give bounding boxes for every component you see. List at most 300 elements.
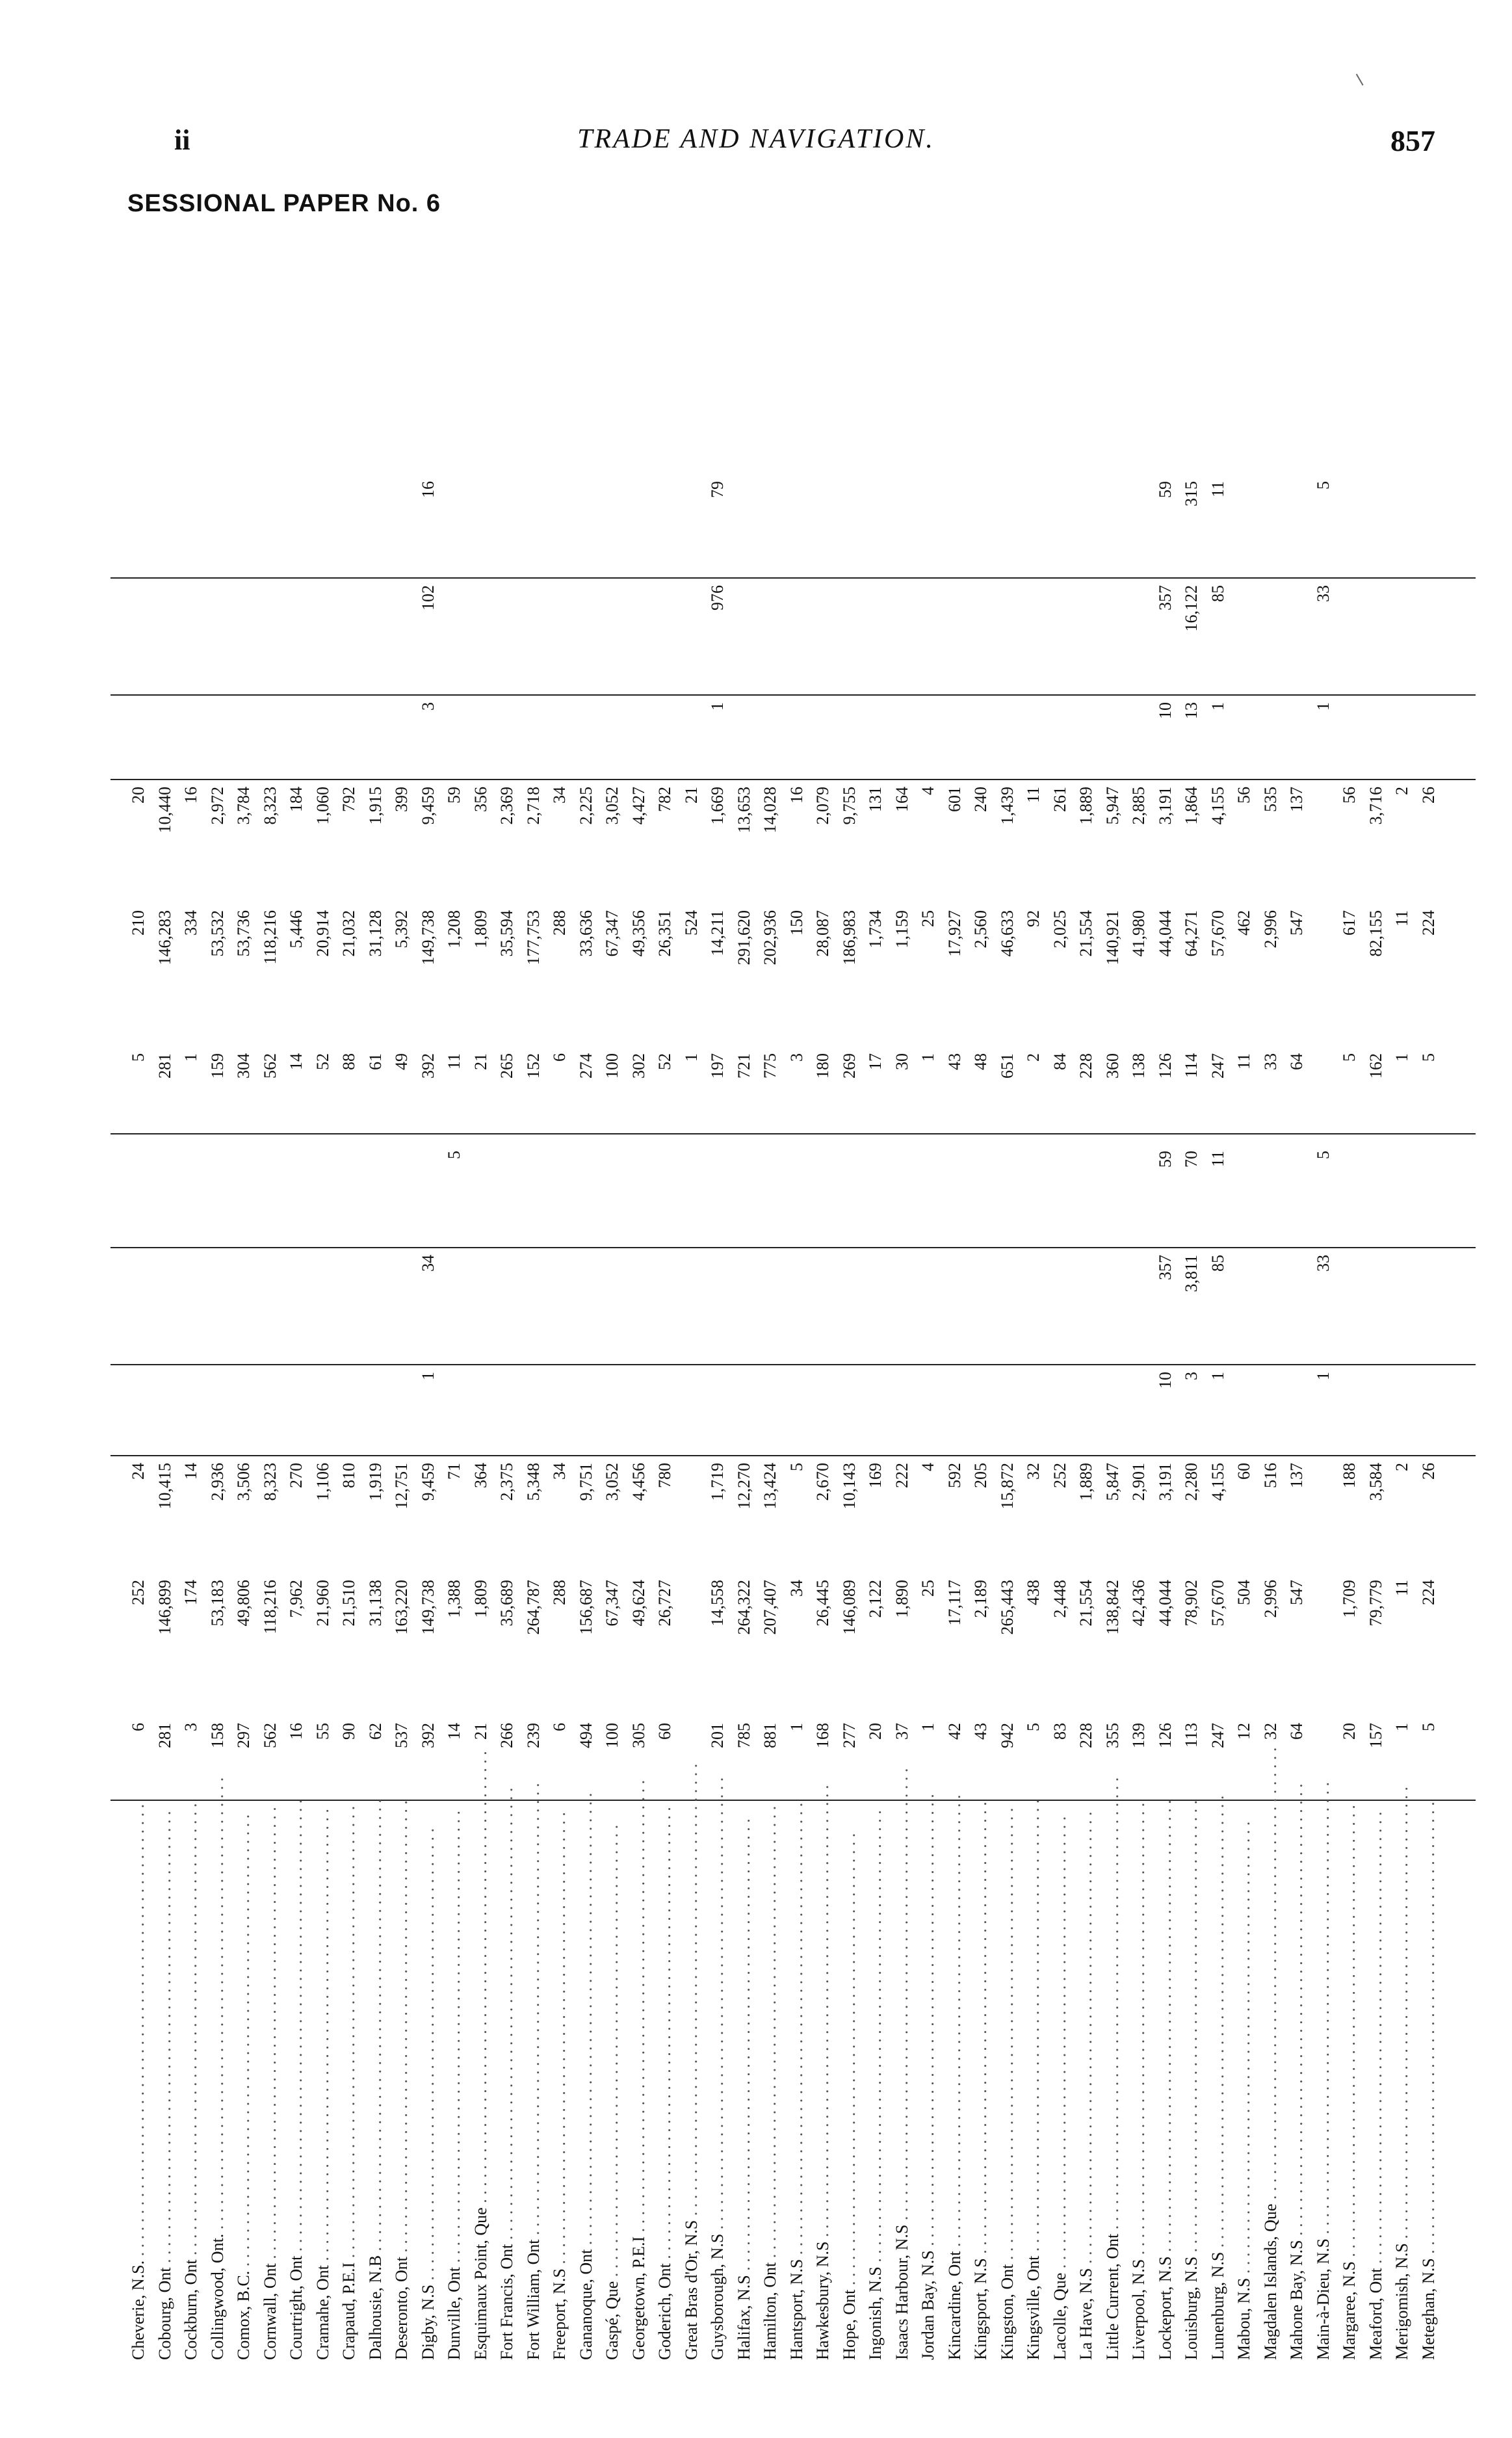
table-cell: 164: [892, 787, 911, 812]
table-cell: 17,117: [945, 1580, 964, 1626]
table-cell: 49: [392, 1053, 411, 1070]
port-name: Great Bras d'Or, N.S . . .: [683, 1794, 700, 2360]
table-cell: 137: [1287, 787, 1306, 812]
table-cell: 59: [445, 787, 463, 804]
table-cell: 562: [260, 1053, 280, 1079]
table-cell: 17,927: [945, 910, 964, 957]
table-cell: 1: [919, 1723, 937, 1731]
table-cell: 304: [234, 1053, 253, 1079]
table-cell: 356: [471, 787, 490, 812]
table-cell: 504: [1234, 1580, 1253, 1605]
table-cell: 137: [1287, 1463, 1306, 1488]
table-cell: 90: [339, 1723, 358, 1740]
table-cell: 1,439: [997, 787, 1017, 825]
table-cell: 150: [787, 910, 806, 936]
table-cell: 537: [392, 1723, 411, 1748]
table-cell: 494: [576, 1723, 595, 1748]
table-cell: 21,554: [1076, 910, 1095, 957]
table-cell: 1: [418, 1372, 437, 1380]
table-cell: 14,211: [708, 910, 727, 956]
table-cell: 61: [365, 1053, 385, 1070]
table-cell: 59: [1155, 1151, 1175, 1168]
table-cell: 138: [1129, 1053, 1148, 1079]
table-cell: 37: [892, 1723, 911, 1740]
table-cell: 1: [181, 1053, 200, 1062]
table-cell: 26,727: [655, 1580, 674, 1627]
table-row: [841, 260, 858, 2399]
table-row: [288, 260, 305, 2399]
table-row: [1420, 260, 1437, 2399]
port-name: Margaree, N.S . . .: [1341, 1794, 1358, 2360]
port-name: Meaford, Ont . . .: [1368, 1794, 1385, 2360]
port-name: Hope, Ont . . .: [841, 1794, 858, 2360]
table-cell: 11: [445, 1053, 463, 1070]
table-cell: 1,889: [1076, 1463, 1095, 1501]
table-row: [604, 260, 621, 2399]
table-cell: 2,225: [576, 787, 595, 825]
port-name: Hawkesbury, N.S . . .: [815, 1794, 831, 2360]
table-cell: 547: [1287, 910, 1306, 936]
table-cell: 60: [1234, 1463, 1253, 1480]
port-name: Freeport, N.S . . .: [551, 1794, 568, 2360]
table-cell: 207,407: [761, 1580, 779, 1635]
table-cell: 5,446: [287, 910, 306, 949]
table-cell: 16: [418, 481, 437, 498]
table-cell: 139: [1129, 1723, 1148, 1748]
table-cell: 247: [1208, 1053, 1227, 1079]
table-cell: 180: [813, 1053, 832, 1079]
table-cell: 31,138: [365, 1580, 385, 1627]
table-cell: 79,779: [1366, 1580, 1385, 1627]
port-name: Jordan Bay, N.S . . .: [920, 1794, 937, 2360]
table-cell: 780: [655, 1463, 674, 1488]
table-cell: 202,936: [761, 910, 779, 965]
table-row: [946, 260, 963, 2399]
table-row: [894, 260, 911, 2399]
table-cell: 52: [313, 1053, 332, 1070]
port-name: Hamilton, Ont . . .: [762, 1794, 779, 2360]
table-cell: 83: [1050, 1723, 1069, 1740]
table-cell: 247: [1208, 1723, 1227, 1748]
table-cell: 14: [445, 1723, 463, 1740]
port-name: Magdalen Islands, Que . . .: [1262, 1794, 1279, 2360]
table-cell: 270: [287, 1463, 306, 1488]
table-cell: 149,738: [418, 1580, 437, 1635]
table-cell: 11: [1024, 787, 1043, 804]
table-cell: 146,089: [839, 1580, 859, 1635]
table-cell: 82,155: [1366, 910, 1385, 957]
table-cell: 32: [1024, 1463, 1043, 1480]
table-cell: 43: [971, 1723, 990, 1740]
table-cell: 1: [1208, 702, 1227, 711]
table-cell: 70: [1182, 1151, 1201, 1168]
table-cell: 184: [287, 787, 306, 812]
table-row: [1183, 260, 1200, 2399]
table-cell: 26,351: [655, 910, 674, 957]
table-cell: 42,436: [1129, 1580, 1148, 1627]
table-cell: 6: [550, 1723, 569, 1731]
table-cell: 11: [1208, 481, 1227, 498]
table-row: [209, 260, 226, 2399]
table-cell: 9,751: [576, 1463, 595, 1501]
table-cell: 158: [207, 1723, 227, 1748]
table-cell: 392: [418, 1723, 437, 1748]
table-row: [683, 260, 700, 2399]
table-cell: 168: [813, 1723, 832, 1748]
table-row: [920, 260, 937, 2399]
table-cell: 1,159: [892, 910, 911, 949]
table-row: [1315, 260, 1332, 2399]
table-cell: 288: [550, 1580, 569, 1605]
table-cell: 5: [1418, 1723, 1438, 1731]
table-cell: 21,032: [339, 910, 358, 957]
table-cell: 33: [1313, 585, 1333, 602]
table-cell: 2,972: [207, 787, 227, 825]
table-cell: 3,584: [1366, 1463, 1385, 1501]
trade-table: [111, 260, 1476, 2399]
table-cell: 3,716: [1366, 787, 1385, 825]
table-cell: 3: [181, 1723, 200, 1731]
table-cell: 360: [1102, 1053, 1122, 1079]
table-cell: 11: [1208, 1151, 1227, 1168]
table-cell: 46,633: [997, 910, 1017, 957]
table-row: [578, 260, 595, 2399]
table-row: [1394, 260, 1411, 2399]
table-cell: 357: [1155, 585, 1175, 610]
table-cell: 6: [129, 1723, 148, 1731]
table-cell: 34: [550, 1463, 569, 1480]
table-cell: 8,323: [260, 1463, 280, 1501]
table-cell: 53,736: [234, 910, 253, 957]
port-name: Hantsport, N.S . . .: [789, 1794, 805, 2360]
table-row: [1130, 260, 1147, 2399]
table-cell: 297: [234, 1723, 253, 1748]
table-cell: 601: [945, 787, 964, 812]
table-cell: 4,155: [1208, 1463, 1227, 1501]
table-cell: 140,921: [1102, 910, 1122, 965]
port-name: Kingsville, Ont . . .: [1025, 1794, 1042, 2360]
table-cell: 9,459: [418, 1463, 437, 1501]
table-cell: 13: [1182, 702, 1201, 719]
table-cell: 20: [866, 1723, 885, 1740]
table-cell: 1,734: [866, 910, 885, 949]
table-cell: 9,755: [839, 787, 859, 825]
table-cell: 364: [471, 1463, 490, 1488]
table-cell: 20: [129, 787, 148, 804]
port-name: Halifax, N.S . . .: [736, 1794, 753, 2360]
port-name: Goderich, Ont . . .: [657, 1794, 673, 2360]
table-row: [1368, 260, 1385, 2399]
table-cell: 174: [181, 1580, 200, 1605]
table-cell: 1,719: [708, 1463, 727, 1501]
table-cell: 2,189: [971, 1580, 990, 1618]
table-cell: 62: [365, 1723, 385, 1740]
table-cell: 138,842: [1102, 1580, 1122, 1635]
table-cell: 118,216: [260, 1580, 280, 1634]
rotated-table-wrapper: [111, 260, 1476, 2399]
table-cell: 1: [1313, 702, 1333, 711]
running-title: TRADE AND NAVIGATION.: [577, 124, 935, 154]
port-name: Cornwall, Ont . . .: [262, 1794, 279, 2360]
port-name: Cobourg, Ont . . .: [157, 1794, 174, 2360]
port-name: Kincardine, Ont . . .: [946, 1794, 963, 2360]
table-row: [1236, 260, 1253, 2399]
table-cell: 44,044: [1155, 910, 1175, 957]
port-name: Main-à-Dieu, N.S . . .: [1315, 1794, 1332, 2360]
port-name: La Have, N.S . . .: [1078, 1794, 1095, 2360]
table-cell: 782: [655, 787, 674, 812]
table-cell: 67,347: [603, 1580, 621, 1627]
table-cell: 3,784: [234, 787, 253, 825]
table-row: [736, 260, 753, 2399]
table-cell: 48: [971, 1053, 990, 1070]
page-number-right: 857: [1390, 124, 1435, 157]
table-cell: 264,322: [734, 1580, 753, 1635]
table-cell: 102: [418, 585, 437, 610]
table-cell: 775: [761, 1053, 779, 1079]
table-cell: 281: [155, 1053, 174, 1079]
table-cell: 5: [1313, 481, 1333, 490]
table-cell: 357: [1155, 1255, 1175, 1280]
table-cell: 2,280: [1182, 1463, 1201, 1501]
table-cell: 976: [708, 585, 727, 610]
port-name: Dalhousie, N.B . . .: [367, 1794, 384, 2360]
table-cell: 228: [1076, 1723, 1095, 1748]
table-cell: 288: [550, 910, 569, 936]
table-cell: 5,947: [1102, 787, 1122, 825]
table-cell: 265,443: [997, 1580, 1017, 1635]
table-cell: 186,983: [839, 910, 859, 965]
table-cell: 277: [839, 1723, 859, 1748]
table-row: [709, 260, 726, 2399]
table-cell: 33,636: [576, 910, 595, 957]
table-cell: 240: [971, 787, 990, 812]
port-name: Georgetown, P.E.I . . .: [631, 1794, 647, 2360]
table-cell: 2,375: [497, 1463, 516, 1501]
port-name: Digby, N.S . . .: [420, 1794, 437, 2360]
table-cell: 261: [1050, 787, 1069, 812]
table-cell: 32: [1260, 1723, 1280, 1740]
table-cell: 1,864: [1182, 787, 1201, 825]
table-row: [1025, 260, 1042, 2399]
table-cell: 1,919: [365, 1463, 385, 1501]
table-cell: 315: [1182, 481, 1201, 506]
table-cell: 224: [1418, 1580, 1438, 1605]
table-cell: 5,348: [523, 1463, 543, 1501]
table-cell: 12,751: [392, 1463, 411, 1510]
table-cell: 5: [1313, 1151, 1333, 1159]
table-cell: 11: [1392, 1580, 1411, 1597]
table-cell: 26: [1418, 787, 1438, 804]
port-name: Fort William, Ont . . .: [525, 1794, 542, 2360]
table-cell: 1,890: [892, 1580, 911, 1618]
table-cell: 4,427: [629, 787, 648, 825]
port-name: Merigomish, N.S . . .: [1394, 1794, 1411, 2360]
port-name: Liverpool, N.S . . .: [1130, 1794, 1147, 2360]
table-cell: 302: [629, 1053, 648, 1079]
table-row: [341, 260, 358, 2399]
table-cell: 16: [287, 1723, 306, 1740]
table-row: [1210, 260, 1227, 2399]
table-cell: 5,392: [392, 910, 411, 949]
table-cell: 355: [1102, 1723, 1122, 1748]
table-cell: 33: [1313, 1255, 1333, 1272]
table-cell: 291,620: [734, 910, 753, 965]
table-cell: 21,510: [339, 1580, 358, 1627]
table-cell: 7,962: [287, 1580, 306, 1618]
table-cell: 281: [155, 1723, 174, 1748]
table-row: [1078, 260, 1095, 2399]
table-cell: 2,079: [813, 787, 832, 825]
table-cell: 100: [603, 1053, 621, 1079]
table-cell: 399: [392, 787, 411, 812]
table-cell: 1,709: [1340, 1580, 1359, 1618]
table-cell: 25: [919, 910, 937, 927]
table-cell: 224: [1418, 910, 1438, 936]
table-cell: 1,889: [1076, 787, 1095, 825]
table-cell: 49,624: [629, 1580, 648, 1627]
table-row: [262, 260, 279, 2399]
table-cell: 30: [892, 1053, 911, 1070]
table-cell: 24: [129, 1463, 148, 1480]
port-name: Kingsport, N.S . . .: [972, 1794, 989, 2360]
table-cell: 25: [919, 1580, 937, 1597]
table-cell: 57,670: [1208, 1580, 1227, 1627]
table-row: [789, 260, 805, 2399]
table-cell: 1,915: [365, 787, 385, 825]
table-cell: 2: [1024, 1053, 1043, 1062]
table-cell: 21,960: [313, 1580, 332, 1627]
table-row: [1157, 260, 1174, 2399]
table-cell: 44,044: [1155, 1580, 1175, 1627]
stray-mark: [1356, 70, 1369, 85]
table-row: [1104, 260, 1121, 2399]
table-cell: 14,558: [708, 1580, 727, 1627]
table-cell: 562: [260, 1723, 280, 1748]
table-cell: 1,809: [471, 910, 490, 949]
table-cell: 21,554: [1076, 1580, 1095, 1627]
table-cell: 334: [181, 910, 200, 936]
table-cell: 651: [997, 1053, 1017, 1079]
table-cell: 5: [129, 1053, 148, 1062]
table-cell: 113: [1182, 1723, 1201, 1748]
table-cell: 2,025: [1050, 910, 1069, 949]
table-cell: 21: [681, 787, 701, 804]
table-cell: 392: [418, 1053, 437, 1079]
table-cell: 114: [1182, 1053, 1201, 1079]
table-cell: 516: [1260, 1463, 1280, 1488]
table-row: [157, 260, 174, 2399]
table-cell: 2,885: [1129, 787, 1148, 825]
table-cell: 79: [708, 481, 727, 498]
table-cell: 5: [1340, 1053, 1359, 1062]
table-cell: 12,270: [734, 1463, 753, 1510]
table-cell: 146,283: [155, 910, 174, 965]
table-cell: 1,060: [313, 787, 332, 825]
table-cell: 3,191: [1155, 1463, 1175, 1501]
table-cell: 266: [497, 1723, 516, 1748]
table-cell: 3,506: [234, 1463, 253, 1501]
table-cell: 8,323: [260, 787, 280, 825]
table-cell: 92: [1024, 910, 1043, 927]
table-row: [420, 260, 437, 2399]
port-name: Kingston, Ont . . .: [999, 1794, 1016, 2360]
table-cell: 462: [1234, 910, 1253, 936]
table-cell: 10: [1155, 702, 1175, 719]
table-cell: 438: [1024, 1580, 1043, 1605]
port-name: Crapaud, P.E.I . . .: [341, 1794, 358, 2360]
table-cell: 1: [1392, 1723, 1411, 1731]
table-cell: 3: [418, 702, 437, 711]
table-cell: 53,532: [207, 910, 227, 957]
port-name: Comox, B.C. . . .: [235, 1794, 252, 2360]
table-cell: 2,936: [207, 1463, 227, 1501]
table-cell: 1,669: [708, 787, 727, 825]
table-cell: 5: [1418, 1053, 1438, 1062]
table-cell: 67,347: [603, 910, 621, 957]
table-cell: 3: [787, 1053, 806, 1062]
table-row: [315, 260, 332, 2399]
table-cell: 16: [181, 787, 200, 804]
table-cell: 1,809: [471, 1580, 490, 1618]
port-name: Deseronto, Ont . . .: [393, 1794, 410, 2360]
table-cell: 3,811: [1182, 1255, 1201, 1292]
table-cell: 792: [339, 787, 358, 812]
table-cell: 9,459: [418, 787, 437, 825]
table-cell: 14: [181, 1463, 200, 1480]
table-cell: 2,996: [1260, 1580, 1280, 1618]
table-cell: 85: [1208, 1255, 1227, 1272]
table-cell: 146,899: [155, 1580, 174, 1635]
table-cell: 524: [681, 910, 701, 936]
table-cell: 239: [523, 1723, 543, 1748]
page-number-left: ii: [174, 124, 190, 156]
port-name: Gananoque, Ont . . .: [578, 1794, 595, 2360]
table-cell: 152: [523, 1053, 543, 1079]
port-name: Little Current, Ont . . .: [1104, 1794, 1121, 2360]
table-cell: 2,901: [1129, 1463, 1148, 1501]
table-cell: 1,208: [445, 910, 463, 949]
table-cell: 2,560: [971, 910, 990, 949]
table-cell: 4,456: [629, 1463, 648, 1501]
table-row: [446, 260, 463, 2399]
port-name: Gaspé, Que . . .: [604, 1794, 621, 2360]
port-name: Fort Francis, Ont . . .: [499, 1794, 515, 2360]
table-cell: 169: [866, 1463, 885, 1488]
table-cell: 78,902: [1182, 1580, 1201, 1627]
table-cell: 721: [734, 1053, 753, 1079]
table-cell: 197: [708, 1053, 727, 1079]
table-cell: 4,155: [1208, 787, 1227, 825]
table-cell: 2,670: [813, 1463, 832, 1501]
table-cell: 11: [1234, 1053, 1253, 1070]
table-cell: 1: [1208, 1372, 1227, 1380]
table-cell: 10: [1155, 1372, 1175, 1389]
table-cell: 126: [1155, 1053, 1175, 1079]
table-cell: 10,143: [839, 1463, 859, 1510]
table-cell: 16,122: [1182, 585, 1201, 632]
table-cell: 269: [839, 1053, 859, 1079]
table-cell: 3: [1182, 1372, 1201, 1380]
table-row: [473, 260, 489, 2399]
table-cell: 159: [207, 1053, 227, 1079]
table-cell: 210: [129, 910, 148, 936]
table-cell: 156,687: [576, 1580, 595, 1635]
table-cell: 41,980: [1129, 910, 1148, 957]
table-cell: 222: [892, 1463, 911, 1488]
table-cell: 2: [1392, 1463, 1411, 1471]
table-cell: 1: [787, 1723, 806, 1731]
